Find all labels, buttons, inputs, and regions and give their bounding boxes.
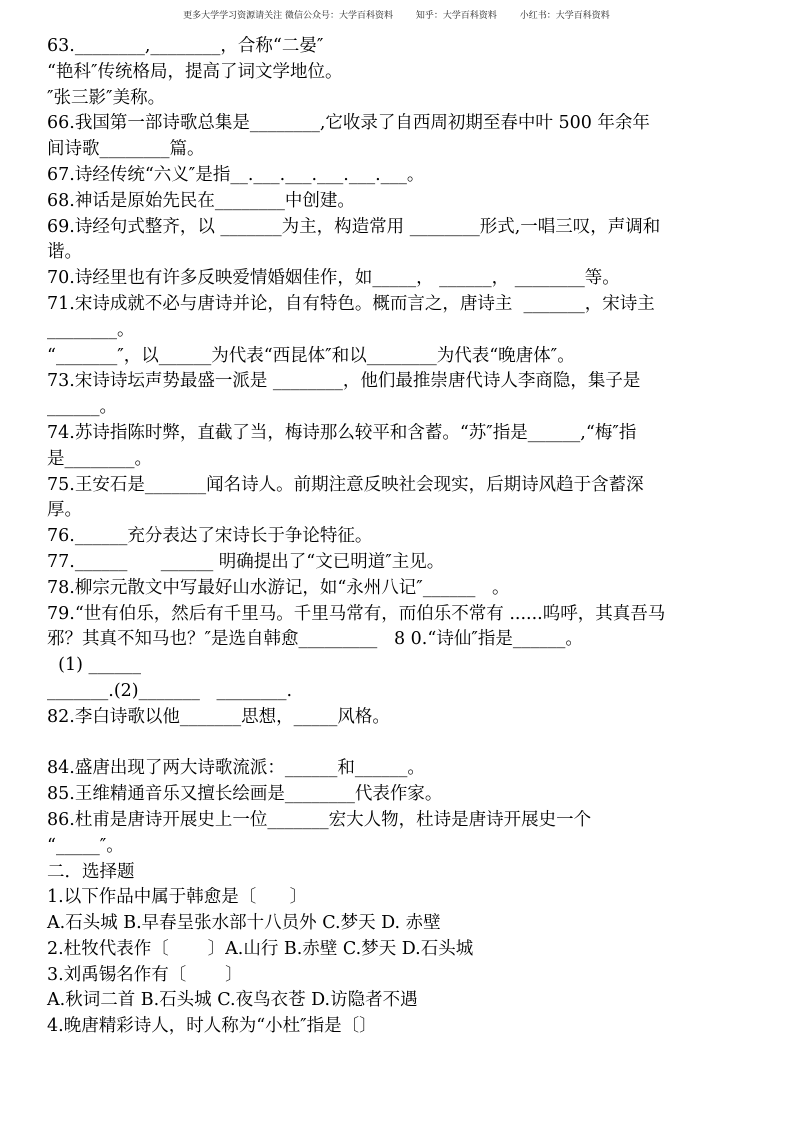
text-line: ______。 [47, 397, 117, 418]
text-line: 66.我国第一部诗歌总集是________,它收录了自西周初期至春中叶 500 年余年 [47, 113, 650, 134]
text-line: 82.李白诗歌以他_______思想，_____风格。 [47, 706, 390, 727]
text-line: 86.杜甫是唐诗开展史上一位_______宏大人物，杜诗是唐诗开展史一个 [47, 809, 592, 830]
text-line: 69.诗经句式整齐，以 _______为主，构造常用 ________形式,一唱三叹，声调和 [47, 216, 661, 237]
text-line: 间诗歌________篇。 [47, 139, 205, 160]
text-line: ________。 [47, 319, 135, 340]
text-line: 是________。 [47, 448, 152, 469]
text-line: 谐。 [47, 242, 82, 263]
text-line: 71.宋诗成就不必与唐诗并论，自有特色。概而言之，唐诗主 _______，宋诗主 [47, 293, 655, 314]
text-line: 84.盛唐出现了两大诗歌流派：______和______。 [47, 758, 425, 779]
text-line: 76.______充分表达了宋诗长于争论特征。 [47, 526, 373, 547]
text-line: “_______″，以______为代表“西昆体″和以________为代表“晚唐体″。 [47, 345, 575, 366]
blank-line [47, 731, 747, 757]
text-line: 67.诗经传统“六义″是指__.___.___.___.___.___。 [47, 164, 425, 185]
text-line: “艳科″传统格局，提高了词文学地位。 [47, 61, 343, 82]
text-line: 85.王维精通音乐又擅长绘画是________代表作家。 [47, 784, 443, 805]
text-line: 70.诗经里也有许多反映爱情婚姻佳作，如_____， ______， ________等。 [47, 268, 620, 289]
text-line: 73.宋诗诗坛声势最盛一派是 ________，他们最推崇唐代诗人李商隐，集子是 [47, 371, 641, 392]
text-line: 74.苏诗指陈时弊，直截了当，梅诗那么较平和含蓄。“苏″指是______,“梅″指 [47, 422, 637, 443]
text-line: 63.________,________，合称“二晏″ [47, 36, 324, 56]
options-line: A.秋词二首 B.石头城 C.夜鸟衣苍 D.访隐者不遇 [47, 990, 418, 1011]
document-body [47, 34, 747, 1040]
question-line: 4.晚唐精彩诗人，时人称为“小杜″指是〔〕 [47, 1016, 377, 1037]
options-line: A.石头城 B.早春呈张水部十八员外 C.梦天 D. 赤壁 [47, 913, 441, 934]
text-line: 77.______ ______ 明确提出了“文已明道″主见。 [47, 551, 445, 572]
text-line: 厚。 [47, 500, 82, 521]
text-line: (1) ______ [47, 655, 141, 676]
text-line: _______.(2)_______ ________. [47, 680, 293, 701]
question-line: 1.以下作品中属于韩愈是〔 〕 [47, 887, 308, 908]
text-line: 68.神话是原始先民在________中创建。 [47, 190, 355, 211]
section-heading: 二．选择题 [47, 861, 135, 882]
text-line: 79.“世有伯乐，然后有千里马。千里马常有，而伯乐不常有 ......呜呼，其真吾马 [47, 603, 666, 624]
text-line: 邪？其真不知马也？″是选自韩愈_________ 8 0.“诗仙″指是______。 [47, 629, 583, 650]
question-line: 3.刘禹锡名作有〔 〕 [47, 964, 243, 985]
page-header: 更多大学学习资源请关注 微信公众号：大学百科资料 知乎：大学百科资料 小红书：大学百科资料 [183, 11, 610, 21]
question-line: 2.杜牧代表作〔 〕A.山行 B.赤壁 C.梦天 D.石头城 [47, 938, 474, 959]
text-line: 75.王安石是_______闻名诗人。前期注意反映社会现实，后期诗风趋于含蓄深 [47, 474, 644, 495]
text-line: 78.柳宗元散文中写最好山水游记，如“永州八记″______ 。 [47, 577, 510, 598]
text-line: ″张三影″美称。 [47, 87, 166, 108]
text-line: “_____″。 [47, 835, 124, 856]
